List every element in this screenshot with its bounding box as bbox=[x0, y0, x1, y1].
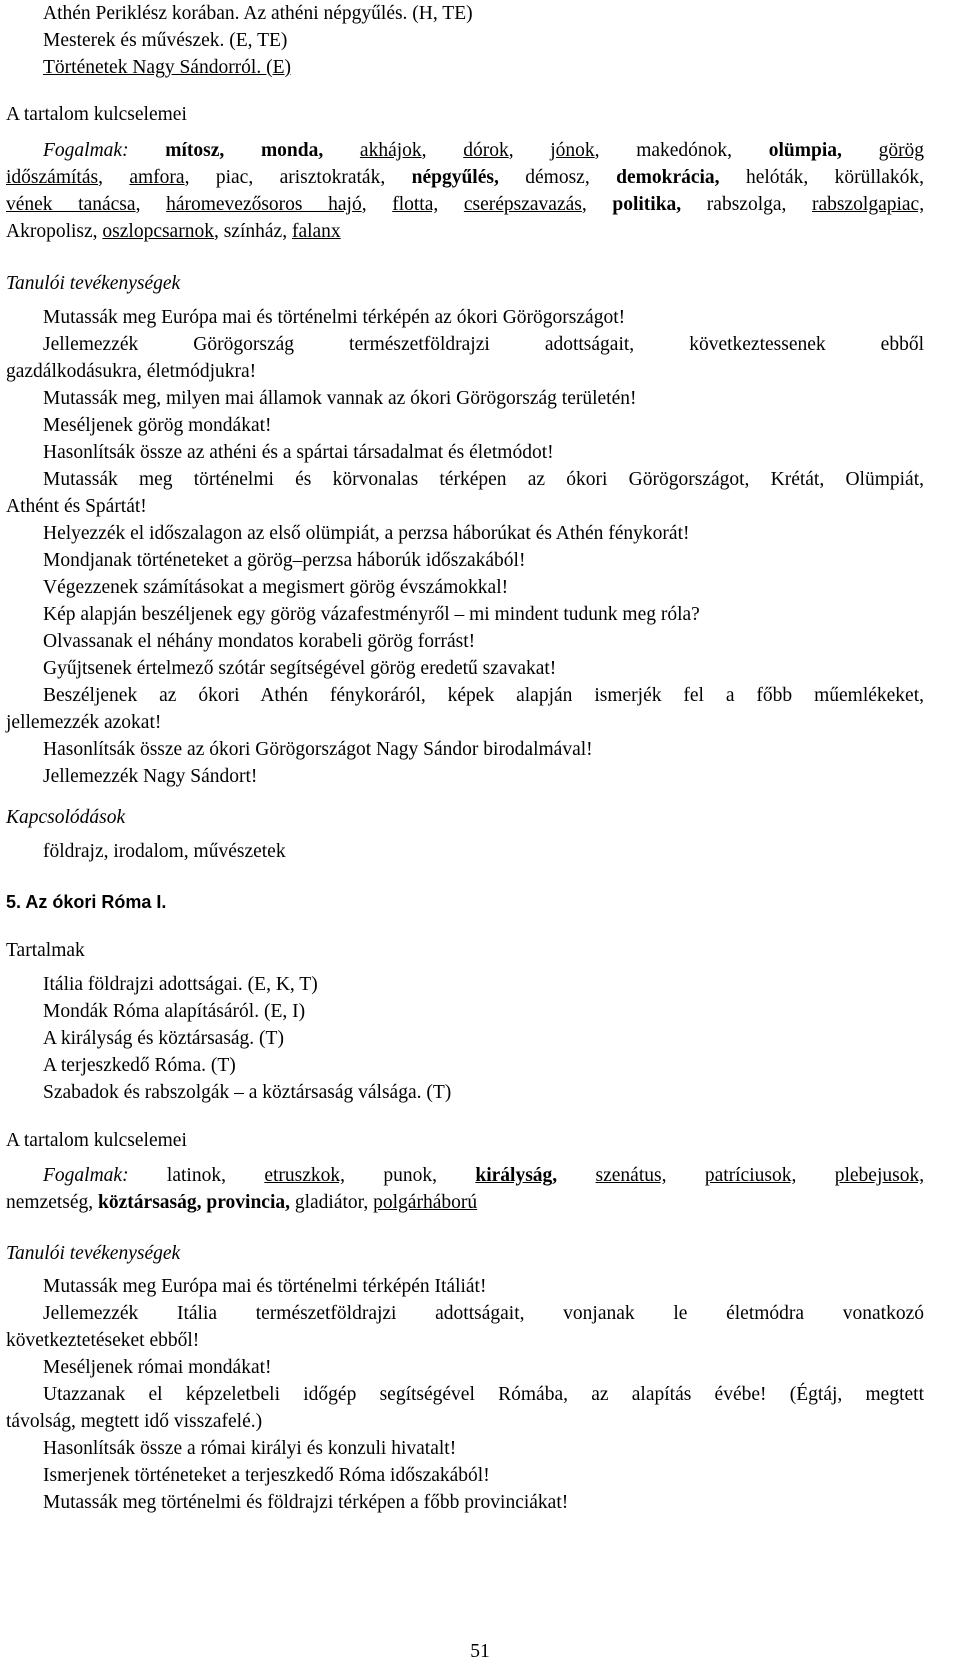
activities-heading: Tanulói tevékenységek bbox=[6, 1243, 181, 1264]
content-line: Mesterek és művészek. (E, TE) bbox=[43, 30, 288, 51]
term: amfora bbox=[129, 167, 185, 188]
activity-item: Gyűjtsenek értelmező szótár segítségével görög eredetű szavakat! bbox=[43, 658, 557, 679]
term: provincia, bbox=[206, 1192, 290, 1213]
term: , színház, bbox=[213, 221, 288, 242]
term: Akropolisz, bbox=[6, 221, 98, 242]
concepts-label: Fogalmak: bbox=[43, 140, 129, 161]
activity-item-continued: jellemezzék azokat! bbox=[6, 712, 162, 733]
activity-item: Jellemezzék Itália természetföldrajzi adottságait, vonjanak le életmódra vonatkozó bbox=[43, 1303, 924, 1324]
content-line: A királyság és köztársaság. (T) bbox=[43, 1028, 284, 1049]
concepts-line-1 bbox=[6, 137, 924, 164]
term: polgárháború bbox=[373, 1192, 478, 1213]
activity-item: Hasonlítsák össze a római királyi és konzuli hivatalt! bbox=[43, 1438, 457, 1459]
concepts-label: Fogalmak: bbox=[43, 1165, 129, 1186]
activity-item: Végezzenek számításokat a megismert görög évszámokkal! bbox=[43, 577, 509, 598]
term: etruszkok, bbox=[264, 1165, 346, 1186]
activity-item: Mutassák meg Európa mai és történelmi térképén az ókori Görögországot! bbox=[43, 307, 626, 328]
term: cserépszavazás bbox=[463, 194, 582, 215]
activity-item: Mondjanak történeteket a görög–perzsa háborúk időszakából! bbox=[43, 550, 526, 571]
connections-heading: Kapcsolódások bbox=[6, 807, 126, 828]
term: időszámítás bbox=[6, 167, 99, 188]
term: görög bbox=[878, 140, 925, 161]
activity-item: Beszéljenek az ókori Athén fénykoráról, képek alapján ismerjék fel a főbb műemlékeket, bbox=[43, 685, 924, 706]
term: latinok, bbox=[166, 1165, 226, 1186]
activity-item: Mutassák meg történelmi és földrajzi térképen a főbb provinciákat! bbox=[43, 1492, 569, 1513]
separator: , bbox=[98, 167, 103, 188]
term: falanx bbox=[291, 221, 341, 242]
activity-item: Kép alapján beszéljenek egy görög vázafestményről – mi mindent tudunk meg róla? bbox=[43, 604, 700, 625]
content-line: A terjeszkedő Róma. (T) bbox=[43, 1055, 236, 1076]
activity-item: Utazzanak el képzeletbeli időgép segítségével Rómába, az alapítás évébe! (Égtáj, megtett bbox=[43, 1384, 924, 1405]
term: szenátus, bbox=[595, 1165, 667, 1186]
separator: , bbox=[508, 140, 514, 161]
activity-item-continued: távolság, megtett idő visszafelé.) bbox=[6, 1411, 263, 1432]
term: , piac, arisztokraták, bbox=[184, 167, 386, 188]
content-line: Itália földrajzi adottságai. (E, K, T) bbox=[43, 974, 318, 995]
term: gladiátor, bbox=[294, 1192, 369, 1213]
activity-item: Meséljenek római mondákat! bbox=[43, 1357, 272, 1378]
term: vének tanácsa bbox=[6, 194, 136, 215]
term: oszlopcsarnok bbox=[102, 221, 214, 242]
activity-item: Mutassák meg történelmi és körvonalas térképen az ókori Görögországot, Krétát, Olümpiát, bbox=[43, 469, 924, 490]
concepts-line-2 bbox=[6, 164, 924, 191]
content-line: Athén Periklész korában. Az athéni népgyűlés. (H, TE) bbox=[43, 3, 473, 24]
term: rabszolgapiac, bbox=[812, 194, 925, 215]
keywords-heading: A tartalom kulcselemei bbox=[6, 104, 187, 125]
term: , makedónok, bbox=[594, 140, 733, 161]
activity-item: Jellemezzék Görögország természetföldrajzi adottságait, következtessenek ebből bbox=[43, 334, 924, 355]
term: háromevezősoros hajó bbox=[166, 194, 362, 215]
concepts-line-1 bbox=[6, 1162, 924, 1189]
separator: , bbox=[361, 194, 367, 215]
activity-item: Meséljenek görög mondákat! bbox=[43, 415, 272, 436]
term: rabszolga, bbox=[706, 194, 787, 215]
separator: , bbox=[421, 140, 427, 161]
activity-item: Hasonlítsák össze az athéni és a spártai társadalmat és életmódot! bbox=[43, 442, 554, 463]
term: patríciusok, bbox=[704, 1165, 797, 1186]
activities-heading: Tanulói tevékenységek bbox=[6, 273, 181, 294]
activity-item-continued: Athént és Spártát! bbox=[6, 496, 147, 517]
activity-item: Mutassák meg Európa mai és történelmi térképén Itáliát! bbox=[43, 1276, 487, 1297]
term: punok, bbox=[383, 1165, 437, 1186]
term: démosz, bbox=[525, 167, 590, 188]
content-line: Történetek Nagy Sándorról. (E) bbox=[43, 57, 291, 78]
activity-item: Olvassanak el néhány mondatos korabeli görög forrást! bbox=[43, 631, 476, 652]
connections-text: földrajz, irodalom, művészetek bbox=[43, 841, 286, 862]
content-line: Mondák Róma alapításáról. (E, I) bbox=[43, 1001, 306, 1022]
concepts-line-3 bbox=[6, 191, 924, 218]
term: királyság, bbox=[475, 1165, 558, 1186]
greece-concepts bbox=[6, 137, 924, 245]
content-line: Szabadok és rabszolgák – a köztársaság válsága. (T) bbox=[43, 1082, 452, 1103]
activity-item-continued: következtetéseket ebből! bbox=[6, 1330, 200, 1351]
term: köztársaság, bbox=[98, 1192, 202, 1213]
keywords-heading: A tartalom kulcselemei bbox=[6, 1130, 187, 1151]
activity-item: Hasonlítsák össze az ókori Görögországot Nagy Sándor birodalmával! bbox=[43, 739, 593, 760]
activity-item-continued: gazdálkodásukra, életmódjukra! bbox=[6, 361, 257, 382]
term: monda, bbox=[260, 140, 324, 161]
term: flotta, bbox=[392, 194, 439, 215]
term: nemzetség, bbox=[6, 1192, 94, 1213]
term: jónok bbox=[550, 140, 595, 161]
term: mítosz, bbox=[165, 140, 225, 161]
term: dórok bbox=[463, 140, 509, 161]
term: népgyűlés, bbox=[411, 167, 499, 188]
activity-item: Ismerjenek történeteket a terjeszkedő Róma időszakából! bbox=[43, 1465, 490, 1486]
separator: , bbox=[581, 194, 587, 215]
concepts-line-4 bbox=[6, 218, 924, 245]
rome-concepts bbox=[6, 1162, 924, 1216]
term: demokrácia, bbox=[616, 167, 720, 188]
term: politika, bbox=[612, 194, 682, 215]
term: plebejusok, bbox=[834, 1165, 925, 1186]
term: akhájok bbox=[359, 140, 422, 161]
contents-heading: Tartalmak bbox=[6, 940, 85, 961]
term: olümpia, bbox=[768, 140, 842, 161]
concepts-line-2 bbox=[6, 1189, 924, 1216]
activity-item: Helyezzék el időszalagon az első olümpiát, a perzsa háborúkat és Athén fénykorát! bbox=[43, 523, 690, 544]
separator: , bbox=[135, 194, 141, 215]
activity-item: Mutassák meg, milyen mai államok vannak az ókori Görögország területén! bbox=[43, 388, 637, 409]
section-title: 5. Az ókori Róma I. bbox=[6, 892, 167, 912]
term: helóták, körüllakók, bbox=[745, 167, 925, 188]
activity-item: Jellemezzék Nagy Sándort! bbox=[43, 766, 258, 787]
page-number: 51 bbox=[470, 1641, 490, 1662]
